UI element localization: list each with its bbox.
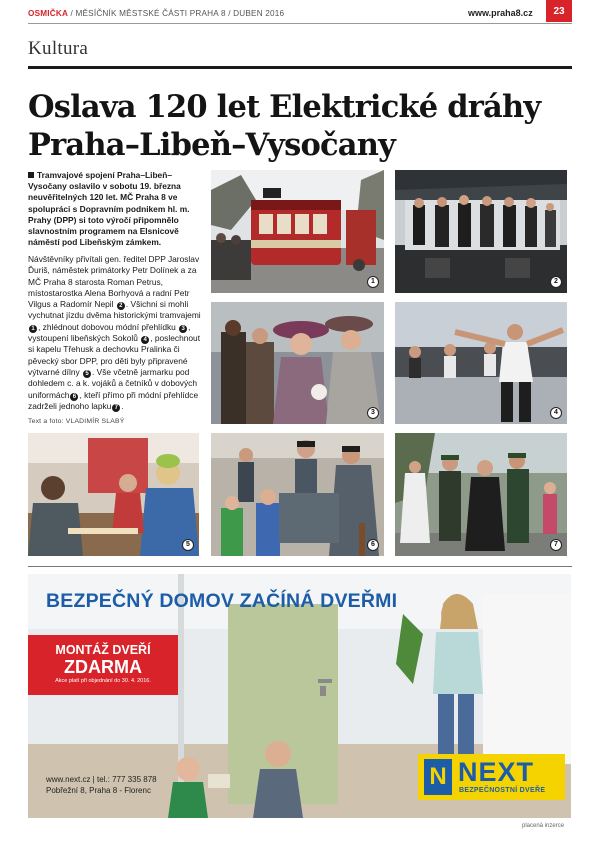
article-lead	[28, 170, 206, 248]
ad-web-phone[interactable]: www.next.cz | tel.: 777 335 878	[46, 775, 157, 784]
next-logo-name: NEXT	[458, 757, 535, 787]
article-divider	[28, 566, 572, 567]
promo-note: Akce platí při objednání do 30. 4. 2016.	[55, 678, 151, 684]
section-title: Kultura	[28, 38, 89, 59]
issue-meta: / MĚSÍČNÍK MĚSTSKÉ ČÁSTI PRAHA 8 / DUBEN 2016	[68, 9, 285, 18]
title-line-2: Praha–Libeň–Vysočany	[28, 127, 396, 163]
promo-line-1: MONTÁŽ DVEŘÍ	[55, 643, 151, 657]
next-logo-icon: N	[424, 759, 452, 795]
paid-ad-note: placená inzerce	[522, 823, 565, 829]
body-text: . Vše včetně jarmarku pod dohledem c. a k. vojáků a četníků v dobových uniformách	[28, 366, 197, 400]
photo-soldiers-uniforms	[211, 433, 384, 556]
photo-ref-3: 3	[179, 325, 187, 333]
advertisement[interactable]	[28, 574, 571, 818]
body-text: Návštěvníky přivítali gen. ředitel DPP Jaroslav Ďuriš, náměstek primátorky Petr Dolínek a za MČ Praha 8 starosta Roman Petrus, místostarostka Alena Borhyová a radní Petr Vilgus a Radomír Nepil	[28, 254, 200, 310]
photo-number-badge: 5	[182, 539, 194, 551]
photo-ref-6: 6	[70, 393, 78, 401]
website-link[interactable]: www.praha8.cz	[468, 8, 533, 18]
photo-ref-5: 5	[83, 370, 91, 378]
ad-promo-box	[28, 635, 178, 695]
lead-text: Tramvajové spojení Praha–Libeň–Vysočany oslavilo v sobotu 19. března neuvěřitelných 120 let. MČ Praha 8 ve spolupráci s Dopravním podnikem hl. m. Prahy (DPP) si toto výročí připomnělo slavnostním programem na Elsnicově náměstí pod Libeňským zámkem.	[28, 170, 190, 248]
body-text: , zhlédnout dobovou módní přehlídku	[38, 321, 176, 332]
title-line-1: Oslava 120 let Elektrické dráhy	[28, 89, 541, 125]
photo-ref-2: 1	[29, 325, 37, 333]
photo-ref-7: 7	[112, 404, 120, 412]
article-body	[28, 254, 206, 412]
header-divider	[28, 23, 572, 24]
body-text: . Všichni si mohli vychutnat jízdu dvěma historickými tramvajemi	[28, 299, 201, 321]
next-logo	[418, 754, 565, 800]
photo-historic-tram	[211, 170, 384, 293]
photo-ref-1: 2	[117, 302, 125, 310]
running-header	[28, 9, 284, 18]
photo-number-badge: 2	[550, 276, 562, 288]
body-text: , poslechnout si kapelu Třehusk a dechovku Pralinka či pěvecký sbor DPP, pro děti byly připravené výtvarné dílny	[28, 333, 201, 377]
bullet-square-icon	[28, 172, 34, 178]
photo-sokol-performance	[395, 302, 567, 424]
ad-contact	[46, 774, 157, 796]
photo-arrest-scene	[395, 433, 567, 556]
photo-children-workshop	[28, 433, 199, 556]
photo-number-badge: 6	[367, 539, 379, 551]
body-text: , kteří přímo při módní přehlídce zadrželi jednoho lapku	[28, 389, 199, 411]
body-text: , vystoupení libeňských Sokolů	[28, 321, 191, 344]
page-number: 23	[546, 0, 572, 22]
photo-number-badge: 4	[550, 407, 562, 419]
promo-line-2: ZDARMA	[64, 657, 142, 677]
article-title	[28, 88, 578, 164]
section-divider	[28, 66, 572, 69]
photo-fashion-show	[211, 302, 384, 424]
photo-number-badge: 1	[367, 276, 379, 288]
photo-credit: Text a foto: VLADIMÍR SLABÝ	[28, 418, 125, 425]
ad-address: Pobřežní 8, Praha 8 - Florenc	[46, 786, 151, 795]
photo-ref-4: 4	[141, 336, 149, 344]
photo-number-badge: 3	[367, 407, 379, 419]
body-text: .	[121, 400, 124, 411]
ad-headline: BEZPEČNÝ DOMOV ZAČÍNÁ DVEŘMI	[46, 590, 398, 612]
photo-number-badge: 7	[550, 539, 562, 551]
next-logo-tagline: BEZPEČNOSTNÍ DVEŘE	[459, 787, 546, 794]
photo-officials-on-stage	[395, 170, 567, 293]
magazine-brand: OSMIČKA	[28, 9, 69, 18]
